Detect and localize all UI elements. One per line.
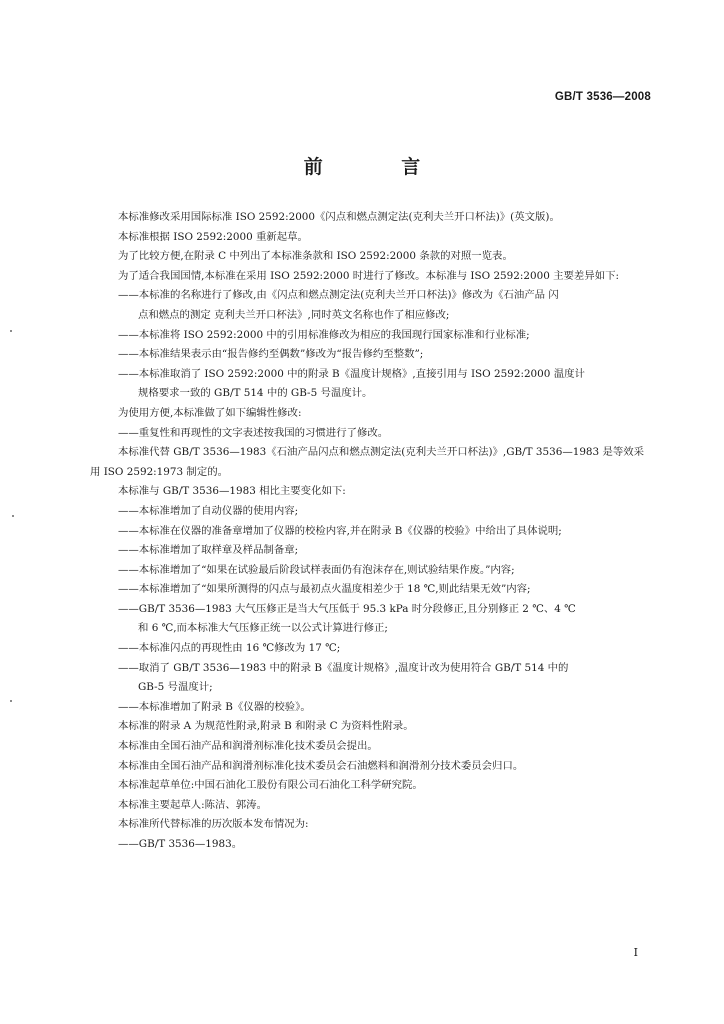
scan-speck <box>12 515 14 517</box>
list-item <box>90 365 650 404</box>
paragraph <box>90 482 650 502</box>
paragraph <box>90 717 650 737</box>
standard-code: GB/T 3536—2008 <box>554 91 651 103</box>
paragraph <box>90 757 650 777</box>
list-item <box>90 835 650 855</box>
page-title: 前 言 <box>303 156 457 178</box>
list-item <box>90 600 650 639</box>
list-item <box>90 424 650 444</box>
list-item <box>90 522 650 542</box>
line-text: 本标准的附录 A 为规范性附录,附录 B 和附录 C 为资料性附录。 <box>118 720 414 733</box>
line-text: 为使用方便,本标准做了如下编辑性修改: <box>118 406 302 419</box>
continuation-text: 点和燃点的测定 克利夫兰开口杯法》,同时英文名称也作了相应修改; <box>138 308 450 321</box>
paragraph <box>90 404 650 424</box>
line-text: 为了比较方便,在附录 C 中列出了本标准条款和 ISO 2592:2000 条款的对照一览表。 <box>118 250 513 263</box>
scan-speck <box>10 330 12 332</box>
paragraph <box>90 796 650 816</box>
paragraph <box>90 815 650 835</box>
paragraph <box>90 737 650 757</box>
line-text: ——本标准的名称进行了修改,由《闪点和燃点测定法(克利夫兰开口杯法)》修改为《石油产品 闪 <box>118 289 559 302</box>
paragraph <box>90 443 650 482</box>
list-item <box>90 345 650 365</box>
line-text: ——本标准闪点的再现性由 16 ℃修改为 17 ℃; <box>118 642 341 655</box>
scan-speck <box>10 700 12 702</box>
line-text: 本标准起草单位:中国石油化工股份有限公司石油化工科学研究院。 <box>118 779 423 792</box>
continuation-text: 规格要求一致的 GB/T 514 中的 GB-5 号温度计。 <box>138 387 373 400</box>
line-text: ——本标准增加了附录 B《仪器的校验》。 <box>118 700 311 713</box>
list-item <box>90 659 650 698</box>
line-text: 本标准由全国石油产品和润滑剂标准化技术委员会提出。 <box>118 740 378 753</box>
line-text: ——本标准取消了 ISO 2592:2000 中的附录 B《温度计规格》,直接引用与 ISO 2592:2000 温度计 <box>118 367 585 380</box>
line-text: ——本标准结果表示由“报告修约至偶数”修改为“报告修约至整数”; <box>118 348 424 361</box>
line-text: ——GB/T 3536—1983 大气压修正是当大气压低于 95.3 kPa 时分段修正,且分别修正 2 ℃、4 ℃ <box>118 602 576 615</box>
line-text: 本标准修改采用国际标准 ISO 2592:2000《闪点和燃点测定法(克利夫兰开口杯法)》(英文版)。 <box>118 211 560 223</box>
line-text: 为了适合我国国情,本标准在采用 ISO 2592:2000 时进行了修改。本标准与 ISO 2592:2000 主要差异如下: <box>118 269 619 282</box>
continuation-text: GB-5 号温度计; <box>138 681 213 694</box>
list-item <box>90 286 650 325</box>
list-item <box>90 561 650 581</box>
line-text: 本标准所代替标准的历次版本发布情况为: <box>118 818 309 831</box>
list-item <box>90 326 650 346</box>
paragraph <box>90 247 650 267</box>
paragraph <box>90 776 650 796</box>
line-text: 本标准由全国石油产品和润滑剂标准化技术委员会石油燃料和润滑剂分技术委员会归口。 <box>118 759 524 772</box>
line-text: ——重复性和再现性的文字表述按我国的习惯进行了修改。 <box>118 426 389 439</box>
list-item <box>90 639 650 659</box>
list-item <box>90 580 650 600</box>
document-body <box>90 208 650 855</box>
line-text: ——本标准增加了取样章及样品制备章; <box>118 544 299 557</box>
line-text: ——GB/T 3536—1983。 <box>118 838 243 850</box>
continuation-text: 和 6 ℃,而本标准大气压修正统一以公式计算进行修正; <box>138 622 388 635</box>
list-item <box>90 502 650 522</box>
line-text: 本标准与 GB/T 3536—1983 相比主要变化如下: <box>118 485 346 498</box>
list-item <box>90 698 650 718</box>
line-text: ——取消了 GB/T 3536—1983 中的附录 B《温度计规格》,温度计改为使用符合 GB/T 514 中的 <box>118 661 569 674</box>
line-text: 本标准主要起草人:陈洁、郭涛。 <box>118 798 267 811</box>
line-text: 本标准根据 ISO 2592:2000 重新起草。 <box>118 230 308 243</box>
paragraph <box>90 208 650 228</box>
list-item <box>90 541 650 561</box>
page-number: I <box>633 946 638 959</box>
line-text: ——本标准在仪器的准备章增加了仪器的校检内容,并在附录 B《仪器的校验》中给出了具体说明; <box>118 524 562 537</box>
paragraph <box>90 267 650 287</box>
line-text: ——本标准增加了自动仪器的使用内容; <box>118 504 299 517</box>
line-text: 本标准代替 GB/T 3536—1983《石油产品闪点和燃点测定法(克利夫兰开口杯法)》,GB/T 3536—1983 是等效采用 ISO 2592:1973 制定的。 <box>90 446 645 478</box>
paragraph <box>90 228 650 248</box>
line-text: ——本标准增加了“如果在试验最后阶段试样表面仍有泡沫存在,则试验结果作废。”内容; <box>118 563 515 576</box>
line-text: ——本标准增加了“如果所测得的闪点与最初点火温度相差少于 18 ℃,则此结果无效”内容; <box>118 583 531 596</box>
line-text: ——本标准将 ISO 2592:2000 中的引用标准修改为相应的我国现行国家标准和行业标准; <box>118 328 530 341</box>
